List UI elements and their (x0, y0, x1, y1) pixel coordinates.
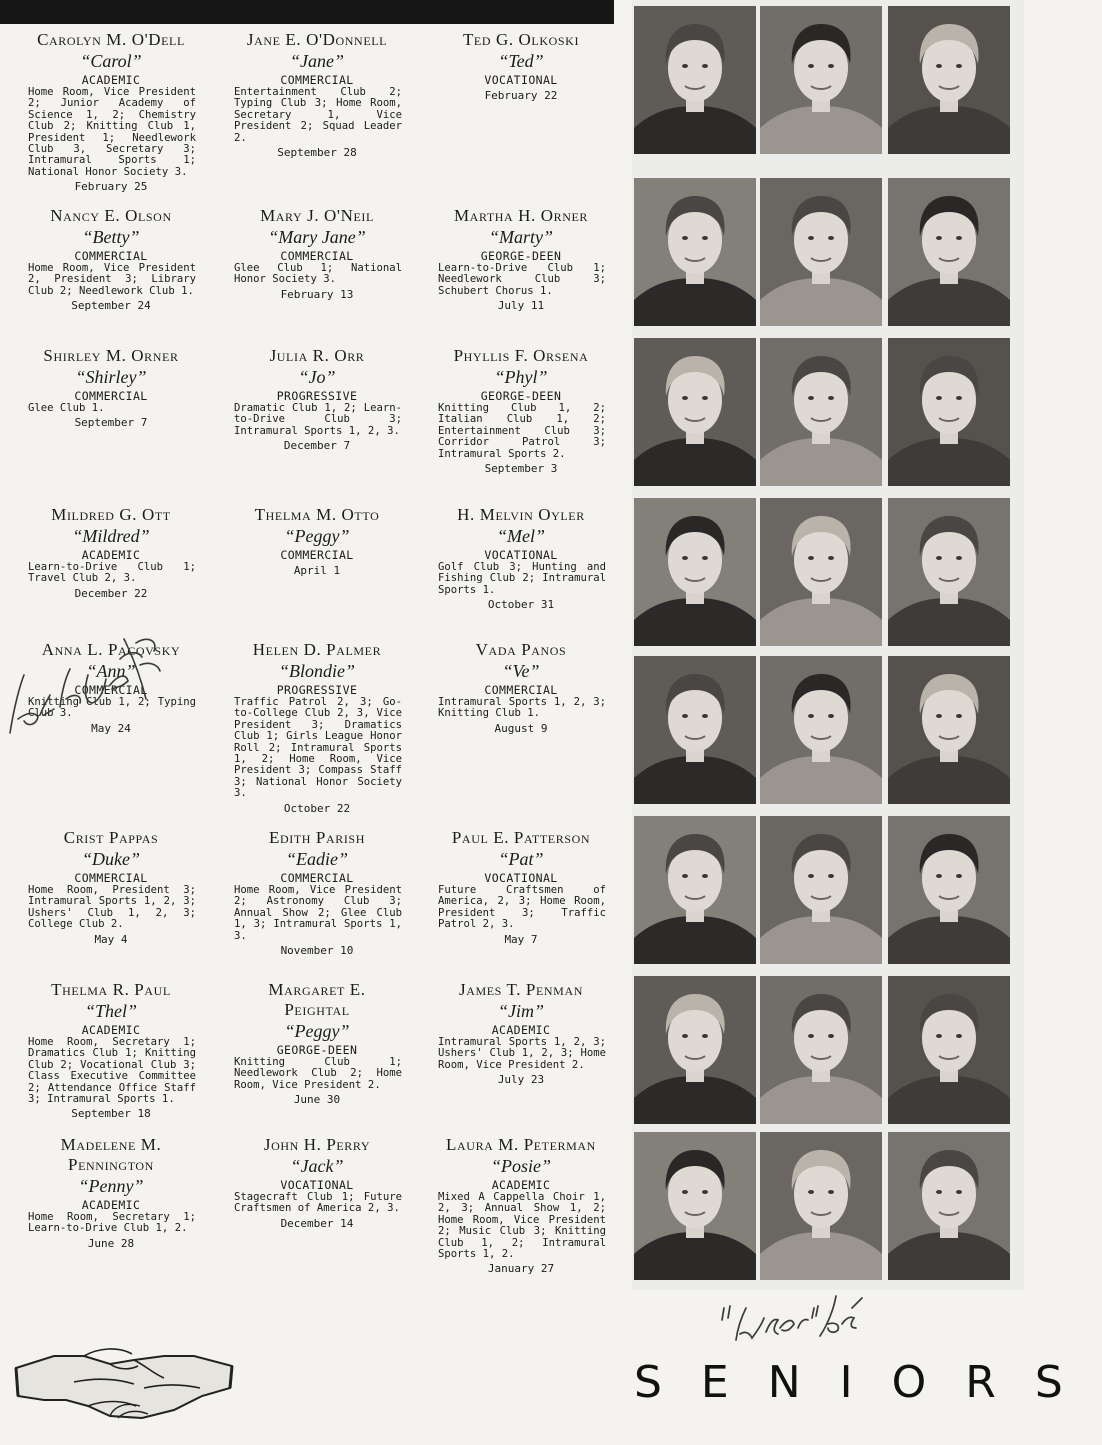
senior-nickname: “Mildred” (72, 526, 150, 546)
senior-activities: Knitting Club 1, 2; Typing Club 3. (28, 696, 196, 720)
senior-birthday: September 7 (74, 416, 148, 430)
senior-portrait-photo (760, 1132, 882, 1280)
senior-entry (428, 980, 614, 1086)
senior-portrait-photo (888, 178, 1010, 326)
senior-course: COMMERCIAL (484, 683, 558, 697)
senior-portrait-photo (634, 1132, 756, 1280)
section-title: SENIORS (634, 1357, 1102, 1408)
senior-course: VOCATIONAL (484, 871, 558, 885)
handshake-illustration (14, 1326, 234, 1426)
handwritten-signature-lots-of-luck (0, 615, 170, 755)
senior-course: GEORGE-DEEN (480, 249, 562, 263)
senior-entry (18, 828, 204, 946)
senior-course: VOCATIONAL (280, 1178, 354, 1192)
senior-name: Mildred G. Ott (51, 505, 171, 524)
senior-portrait-photo (888, 498, 1010, 646)
senior-birthday: January 27 (487, 1262, 555, 1276)
senior-nickname: “Eadie” (285, 849, 348, 869)
senior-nickname: “Peggy” (284, 1021, 350, 1041)
senior-nickname: “Jack” (290, 1156, 344, 1176)
senior-name: H. Melvin Oyler (457, 505, 585, 524)
senior-nickname: “Jane” (290, 51, 344, 71)
senior-portrait-photo (760, 816, 882, 964)
senior-nickname: “Carol” (80, 51, 142, 71)
senior-name: Crist Pappas (63, 828, 159, 847)
senior-nickname: “Duke” (82, 849, 140, 869)
senior-birthday: December 22 (74, 586, 148, 600)
senior-course: COMMERCIAL (280, 548, 354, 562)
senior-name: Julia R. Orr (269, 346, 365, 365)
senior-portrait-photo (760, 338, 882, 486)
senior-course: ACADEMIC (81, 1023, 141, 1037)
senior-portrait-photo (634, 338, 756, 486)
senior-activities: Intramural Sports 1, 2, 3; Ushers' Club 1, 2, 3; Home Room, Vice President 2. (438, 1036, 606, 1071)
senior-name: Helen D. Palmer (252, 640, 382, 659)
senior-course: COMMERCIAL (74, 683, 148, 697)
senior-portrait-photo (888, 6, 1010, 154)
senior-name: Vada Panos (475, 640, 567, 659)
senior-portrait-photo (888, 656, 1010, 804)
senior-activities: Glee Club 1; National Honor Society 3. (234, 262, 402, 286)
senior-birthday: December 14 (280, 1216, 354, 1230)
senior-course: COMMERCIAL (280, 871, 354, 885)
senior-portrait-photo (888, 816, 1010, 964)
senior-course: COMMERCIAL (280, 249, 354, 263)
senior-nickname: “Mary Jane” (268, 227, 366, 247)
senior-activities: Intramural Sports 1, 2, 3; Knitting Club 1. (438, 696, 606, 720)
senior-activities: Golf Club 3; Hunting and Fishing Club 2; Intramural Sports 1. (438, 561, 606, 596)
senior-birthday: June 28 (87, 1236, 135, 1250)
senior-nickname: “Marty” (488, 227, 553, 247)
senior-course: COMMERCIAL (74, 871, 148, 885)
senior-entry (224, 1135, 410, 1230)
senior-name: Martha H. Orner (453, 206, 589, 225)
senior-name: Thelma M. Otto (254, 505, 380, 524)
senior-activities: Home Room, Vice President 2; Astronomy Club 3; Annual Show 2; Glee Club 1, 3; Intramural Sports 1, 3. (234, 884, 402, 942)
senior-entry (428, 640, 614, 735)
senior-activities: Knitting Club 1, 2; Italian Club 1, 2; Entertainment Club 3; Corridor Patrol 3; Intramural Sports 2. (438, 402, 606, 460)
senior-name: Ted G. Olkoski (462, 30, 580, 49)
senior-nickname: “Mel” (496, 526, 545, 546)
senior-activities: Dramatic Club 1, 2; Learn-to-Drive Club 3; Intramural Sports 1, 2, 3. (234, 402, 402, 437)
senior-name: Mary J. O'Neil (260, 206, 374, 225)
senior-birthday: August 9 (494, 721, 548, 735)
senior-nickname: “Penny” (78, 1176, 144, 1196)
handwritten-signature-lucky-jack (716, 1278, 866, 1358)
senior-nickname: “Ted” (498, 51, 544, 71)
senior-entry (18, 1135, 204, 1250)
senior-course: ACADEMIC (81, 73, 141, 87)
senior-portrait-photo (760, 178, 882, 326)
senior-birthday: July 11 (497, 299, 545, 313)
senior-activities: Home Room, Secretary 1; Dramatics Club 1; Knitting Club 2; Vocational Club 3; Class Executive Committee 2; Attendance Office Staff 3; Intramural Sports 1. (28, 1036, 196, 1106)
senior-course: ACADEMIC (81, 1198, 141, 1212)
senior-birthday: February 13 (280, 287, 354, 301)
senior-name: John H. Perry (263, 1135, 371, 1154)
senior-activities: Entertainment Club 2; Typing Club 3; Home Room, Secretary 1, Vice President 2; Squad Leader 2. (234, 86, 402, 144)
senior-birthday: February 25 (74, 180, 148, 194)
senior-entry (224, 828, 410, 957)
senior-birthday: November 10 (280, 944, 354, 958)
senior-nickname: “Thel” (84, 1001, 138, 1021)
senior-birthday: October 31 (487, 598, 555, 612)
senior-birthday: September 28 (277, 146, 357, 160)
senior-portrait-photo (888, 338, 1010, 486)
senior-nickname: “Ve” (502, 661, 540, 681)
senior-birthday: May 7 (504, 932, 538, 946)
senior-name: Laura M. Peterman (446, 1135, 596, 1154)
senior-name: Phyllis F. Orsena (453, 346, 589, 365)
senior-name: Jane E. O'Donnell (246, 30, 388, 49)
senior-activities: Mixed A Cappella Choir 1, 2, 3; Annual Show 1, 2; Home Room, Vice President 2; Music Club 3; Knitting Club 1, 2; Intramural Sports 1, 2. (438, 1191, 606, 1261)
senior-name: Madelene M. Pennington (60, 1135, 162, 1174)
senior-course: PROGRESSIVE (276, 389, 358, 403)
senior-activities: Learn-to-Drive Club 1; Needlework Club 3; Schubert Chorus 1. (438, 262, 606, 297)
senior-name: Edith Parish (269, 828, 365, 847)
senior-nickname: “Blondie” (278, 661, 355, 681)
senior-birthday: June 30 (293, 1093, 341, 1107)
senior-activities: Stagecraft Club 1; Future Craftsmen of America 2, 3. (234, 1191, 402, 1215)
senior-name: Paul E. Patterson (451, 828, 591, 847)
senior-name: Carolyn M. O'Dell (37, 30, 185, 49)
senior-entry (18, 206, 204, 312)
senior-entry (18, 980, 204, 1120)
senior-name: James T. Penman (459, 980, 583, 999)
senior-course: VOCATIONAL (484, 548, 558, 562)
senior-birthday: October 22 (283, 801, 351, 815)
senior-entry (18, 505, 204, 600)
senior-course: GEORGE-DEEN (276, 1043, 358, 1057)
senior-entry (224, 505, 410, 577)
senior-entry (428, 30, 614, 102)
senior-portrait-photo (634, 656, 756, 804)
senior-portrait-photo (760, 6, 882, 154)
senior-birthday: May 24 (91, 721, 131, 735)
senior-birthday: September 3 (484, 462, 558, 476)
senior-activities: Learn-to-Drive Club 1; Travel Club 2, 3. (28, 561, 196, 585)
senior-birthday: September 18 (71, 1107, 151, 1121)
senior-name: Margaret E. Peightal (268, 980, 366, 1019)
senior-nickname: “Jim” (497, 1001, 544, 1021)
senior-birthday: May 4 (94, 932, 128, 946)
senior-entry (428, 828, 614, 946)
senior-entry (428, 1135, 614, 1275)
senior-activities: Knitting Club 1; Needlework Club 2; Home Room, Vice President 2. (234, 1056, 402, 1091)
senior-course: COMMERCIAL (280, 73, 354, 87)
senior-portrait-photo (634, 498, 756, 646)
photo-grid (632, 0, 1024, 1290)
senior-activities: Glee Club 1. (28, 402, 105, 414)
senior-birthday: April 1 (293, 564, 341, 577)
senior-portrait-photo (888, 976, 1010, 1124)
senior-portrait-photo (760, 976, 882, 1124)
senior-entry (18, 30, 204, 193)
senior-birthday: September 24 (71, 299, 151, 313)
senior-course: ACADEMIC (491, 1023, 551, 1037)
senior-name: Thelma R. Paul (51, 980, 171, 999)
senior-entry (428, 346, 614, 475)
senior-activities: Traffic Patrol 2, 3; Go-to-College Club 2, 3, Vice President 3; Dramatics Club 1; Girls League Honor Roll 2; Intramural Sports 1, 2; Home Room, Vice President 3; Compass Staff 3; National Honor Society 3. (234, 696, 402, 800)
senior-birthday: December 7 (283, 439, 351, 453)
senior-birthday: February 22 (484, 89, 558, 102)
senior-nickname: “Pat” (498, 849, 544, 869)
senior-nickname: “Phyl” (494, 367, 548, 387)
senior-birthday: July 23 (497, 1073, 545, 1087)
senior-activities: Future Craftsmen of America, 2, 3; Home Room, President 3; Traffic Patrol 2, 3. (438, 884, 606, 931)
senior-activities: Home Room, Vice President 2, President 3; Library Club 2; Needlework Club 1. (28, 262, 196, 297)
senior-entry (224, 206, 410, 301)
senior-nickname: “Posie” (490, 1156, 551, 1176)
senior-entry (428, 206, 614, 312)
senior-nickname: “Betty” (82, 227, 140, 247)
senior-portrait-photo (760, 656, 882, 804)
senior-portrait-photo (634, 816, 756, 964)
senior-name: Nancy E. Olson (50, 206, 172, 225)
senior-activities: Home Room, Secretary 1; Learn-to-Drive Club 1, 2. (28, 1211, 196, 1235)
senior-nickname: “Shirley” (75, 367, 147, 387)
senior-portrait-photo (634, 6, 756, 154)
senior-name: Shirley M. Orner (43, 346, 179, 365)
senior-portrait-photo (888, 1132, 1010, 1280)
senior-entry (224, 640, 410, 815)
senior-activities: Home Room, President 3; Intramural Sports 1, 2, 3; Ushers' Club 1, 2, 3; College Club 2. (28, 884, 196, 931)
senior-nickname: “Jo” (298, 367, 336, 387)
senior-course: GEORGE-DEEN (480, 389, 562, 403)
senior-course: ACADEMIC (491, 1178, 551, 1192)
senior-portrait-photo (634, 976, 756, 1124)
senior-course: COMMERCIAL (74, 249, 148, 263)
senior-course: ACADEMIC (81, 548, 141, 562)
senior-entry (224, 30, 410, 159)
senior-nickname: “Ann” (86, 661, 136, 681)
senior-activities: Home Room, Vice President 2; Junior Academy of Science 1, 2; Chemistry Club 2; Knitting Club 1, President 1; Needlework Club 3, Secretary 3; Intramural Sports 1; National Honor Society 3. (28, 86, 196, 178)
senior-entry (18, 346, 204, 429)
senior-course: VOCATIONAL (484, 73, 558, 87)
senior-entry (224, 980, 410, 1106)
senior-name: Anna L. Pacovsky (41, 640, 181, 659)
senior-entry (428, 505, 614, 611)
senior-course: COMMERCIAL (74, 389, 148, 403)
senior-entry (224, 346, 410, 452)
senior-portrait-photo (634, 178, 756, 326)
senior-course: PROGRESSIVE (276, 683, 358, 697)
senior-nickname: “Peggy” (284, 526, 350, 546)
senior-portrait-photo (760, 498, 882, 646)
